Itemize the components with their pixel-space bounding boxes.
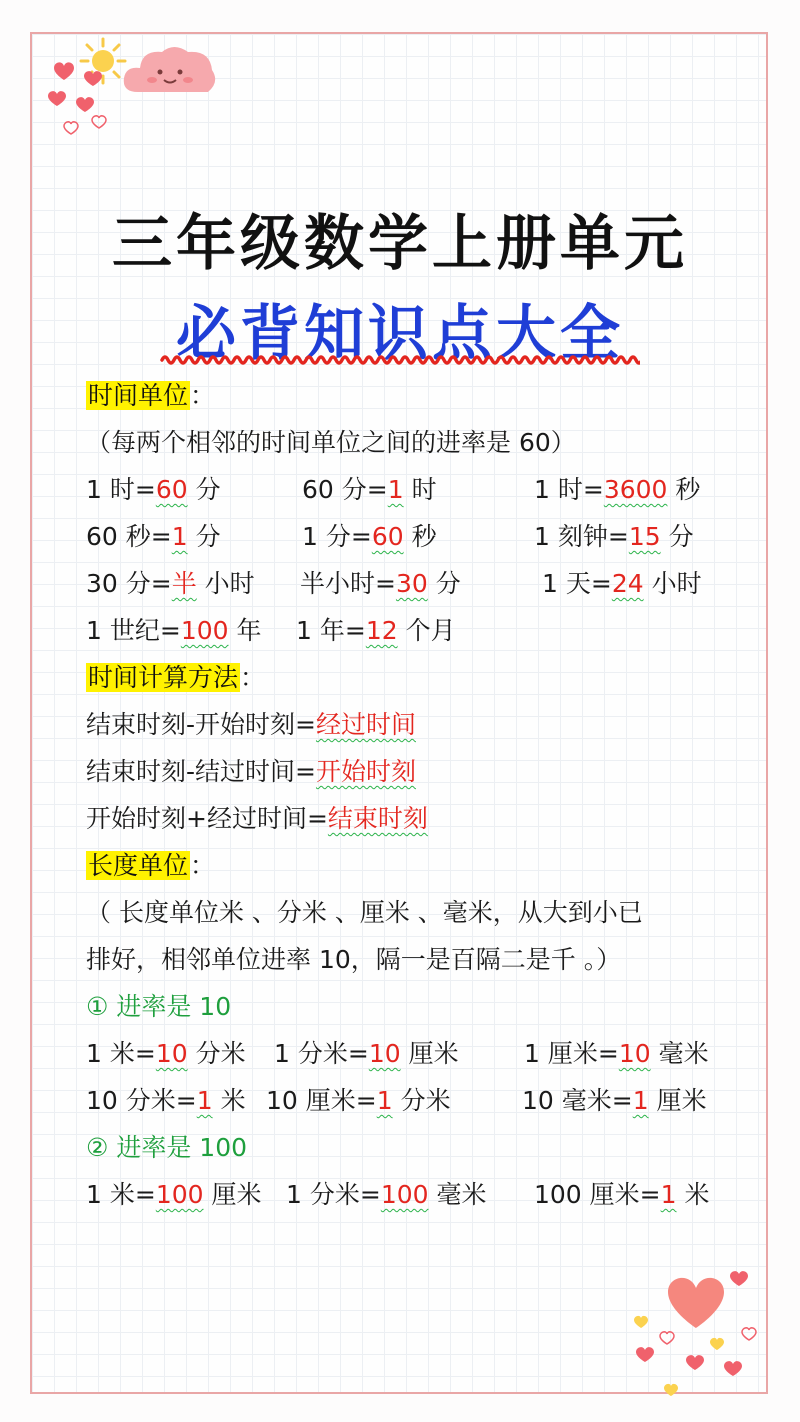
formula-text: 1 米= (86, 1039, 156, 1068)
formula-text: 1 分米= (286, 1180, 381, 1209)
formula-text: 10 毫米= (522, 1086, 633, 1115)
formula-text: 1 分= (302, 522, 372, 551)
formula-text: 1 厘米= (524, 1039, 619, 1068)
formula-unit: 年 (228, 616, 262, 645)
section-heading-time-calc: 时间计算方法： (88, 663, 266, 692)
formula-item (302, 513, 437, 560)
length-rate100-row (86, 1171, 726, 1218)
formula-answer: 1 (196, 1086, 213, 1115)
formula-text: 1 时= (534, 475, 604, 504)
formula-item (86, 1077, 246, 1124)
formula-text: 1 刻钟= (534, 522, 629, 551)
formula-item (286, 1171, 486, 1218)
formula-unit: 毫米 (428, 1180, 487, 1209)
formula-answer: 10 (155, 1039, 188, 1068)
hearts-icon (624, 1262, 764, 1402)
formula-unit: 秒 (403, 522, 437, 551)
formula-text: 100 厘米= (534, 1180, 661, 1209)
formula-answer: 24 (611, 569, 644, 598)
formula-unit: 分米 (392, 1086, 451, 1115)
title-wavy-underline (160, 352, 640, 368)
time-calc-row (86, 795, 726, 842)
formula-item (296, 607, 456, 654)
formula-answer: 经过时间 (315, 710, 416, 739)
formula-item (266, 1077, 451, 1124)
length-units-note-line2: 排好，相邻单位进率 10，隔一是百隔二是千 。） (86, 945, 622, 974)
formula-answer: 15 (628, 522, 661, 551)
formula-answer: 10 (618, 1039, 651, 1068)
formula-item (86, 1171, 261, 1218)
hearts-icon (44, 56, 114, 140)
time-units-note: （每两个相邻的时间单位之间的进率是 60） (86, 428, 576, 457)
length-rate10-row (86, 1030, 726, 1077)
section-heading-length-units: 长度单位： (88, 851, 216, 880)
time-unit-row (86, 560, 726, 607)
formula-answer: 1 (632, 1086, 649, 1115)
formula-answer: 12 (365, 616, 398, 645)
formula-answer: 100 (380, 1180, 429, 1209)
heading-highlight: 时间计算方法 (88, 663, 239, 692)
formula-unit: 米 (212, 1086, 246, 1115)
time-calc-row (86, 701, 726, 748)
formula-unit: 分 (187, 475, 221, 504)
cloud-face-icon (120, 40, 220, 100)
formula-unit: 分 (427, 569, 461, 598)
section-heading-time-units: 时间单位： (88, 381, 216, 410)
formula-item (86, 513, 221, 560)
formula-answer: 1 (387, 475, 404, 504)
formula-text: 10 分米= (86, 1086, 197, 1115)
time-unit-row (86, 513, 726, 560)
formula-answer: 3600 (603, 475, 668, 504)
formula-answer: 10 (368, 1039, 401, 1068)
heading-highlight: 时间单位 (88, 381, 189, 410)
formula-item (542, 560, 702, 607)
formula-text: 60 分= (302, 475, 388, 504)
knowledge-content (86, 372, 726, 1218)
formula-text: 1 分米= (274, 1039, 369, 1068)
formula-text: 结束时刻-结过时间= (86, 757, 316, 786)
formula-text: 1 天= (542, 569, 612, 598)
formula-item (86, 560, 255, 607)
formula-answer: 100 (155, 1180, 204, 1209)
formula-unit: 分米 (187, 1039, 246, 1068)
formula-text: 60 秒= (86, 522, 172, 551)
formula-item (302, 466, 437, 513)
formula-text: 结束时刻-开始时刻= (86, 710, 316, 739)
formula-answer: 1 (376, 1086, 393, 1115)
formula-unit: 毫米 (650, 1039, 709, 1068)
group-label-rate-100: ② 进率是 100 (86, 1133, 248, 1162)
formula-item (534, 513, 694, 560)
page-title-line2: 必背知识点大全 (176, 299, 624, 369)
formula-answer: 1 (171, 522, 188, 551)
formula-item (300, 560, 461, 607)
time-unit-row (86, 466, 726, 513)
formula-answer: 1 (660, 1180, 677, 1209)
length-units-note-line1: （ 长度单位米 、分米 、厘米 、毫米，从大到小已 (86, 898, 643, 927)
formula-unit: 厘米 (203, 1180, 262, 1209)
formula-item (522, 1077, 707, 1124)
formula-unit: 小时 (196, 569, 255, 598)
formula-text: 30 分= (86, 569, 172, 598)
formula-answer: 30 (395, 569, 428, 598)
formula-text: 半小时= (300, 569, 396, 598)
formula-item (534, 1171, 709, 1218)
formula-text: 10 厘米= (266, 1086, 377, 1115)
time-unit-row (86, 607, 726, 654)
formula-item (274, 1030, 459, 1077)
length-rate10-row (86, 1077, 726, 1124)
formula-text: 1 年= (296, 616, 366, 645)
time-calc-row (86, 748, 726, 795)
formula-unit: 秒 (667, 475, 701, 504)
formula-unit: 小时 (643, 569, 702, 598)
formula-answer: 结束时刻 (327, 804, 428, 833)
group-label-rate-10: ① 进率是 10 (86, 992, 232, 1021)
formula-unit: 厘米 (400, 1039, 459, 1068)
formula-answer: 开始时刻 (315, 757, 416, 786)
formula-answer: 60 (155, 475, 188, 504)
formula-text: 1 时= (86, 475, 156, 504)
formula-item (86, 466, 221, 513)
formula-unit: 米 (676, 1180, 710, 1209)
heading-highlight: 长度单位 (88, 851, 189, 880)
formula-unit: 个月 (397, 616, 456, 645)
formula-text: 开始时刻+经过时间= (86, 804, 328, 833)
formula-text: 1 米= (86, 1180, 156, 1209)
formula-unit: 厘米 (648, 1086, 707, 1115)
formula-item (534, 466, 700, 513)
formula-answer: 100 (180, 616, 229, 645)
formula-answer: 半 (171, 569, 197, 598)
formula-unit: 分 (187, 522, 221, 551)
formula-text: 1 世纪= (86, 616, 181, 645)
formula-answer: 60 (371, 522, 404, 551)
formula-unit: 时 (403, 475, 437, 504)
formula-item (86, 607, 261, 654)
page-title-line1: 三年级数学上册单元 (112, 209, 688, 279)
formula-unit: 分 (660, 522, 694, 551)
formula-item (524, 1030, 709, 1077)
formula-item (86, 1030, 246, 1077)
